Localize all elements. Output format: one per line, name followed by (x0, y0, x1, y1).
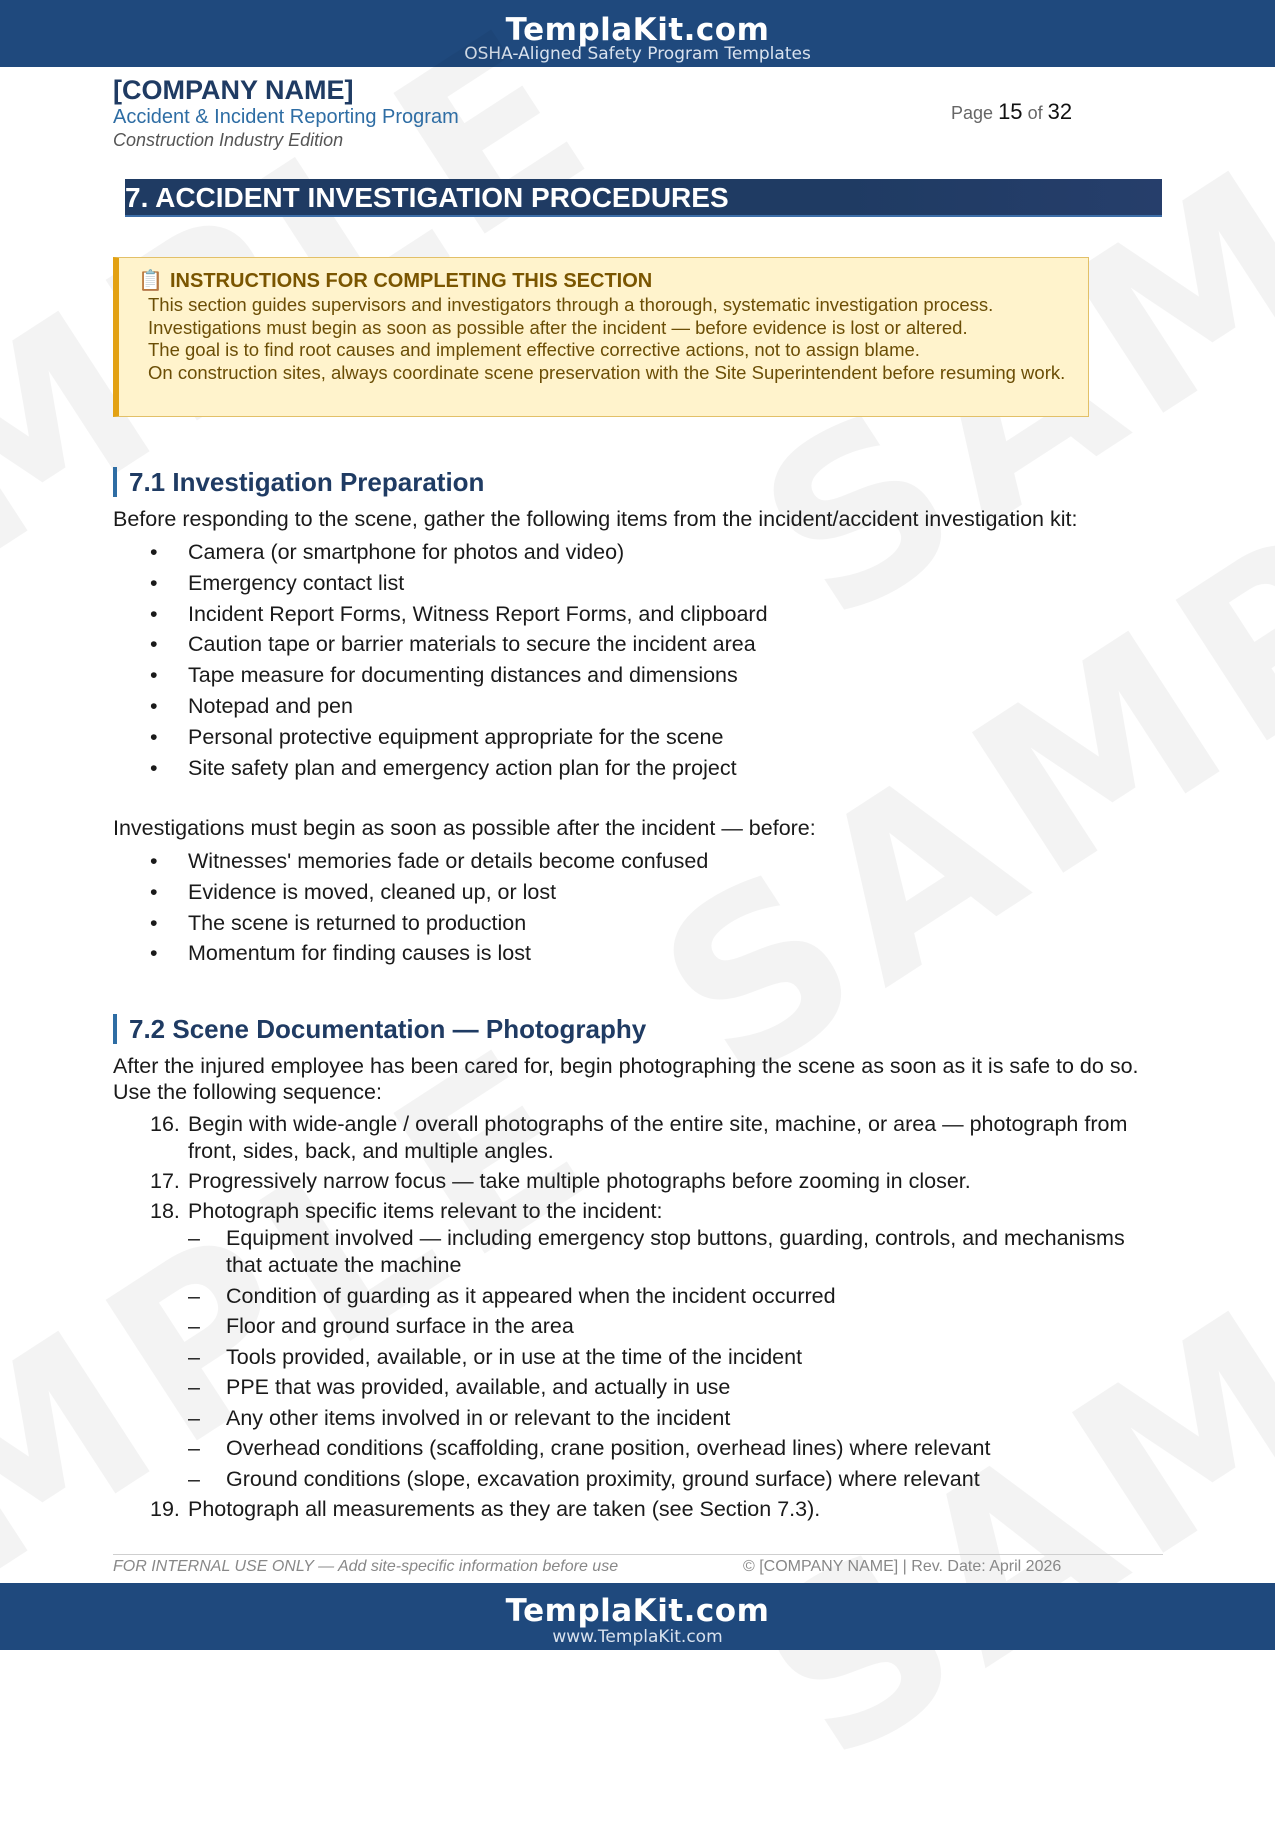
photography-intro: After the injured employee has been cared for, begin photographing the scene as soon as it is safe to do so. Use the following sequence: (113, 1054, 1139, 1104)
instructions-body (138, 294, 1078, 384)
list-item: • Site safety plan and emergency action plan for the project (150, 755, 737, 780)
instructions-box (113, 257, 1089, 417)
page-total: 32 (1047, 99, 1073, 124)
list-item: 19. Photograph all measurements as they are taken (see Section 7.3). (150, 1497, 821, 1521)
footer-copyright: © [COMPANY NAME] | Rev. Date: April 2026 (743, 1558, 1062, 1575)
timing-intro: Investigations must begin as soon as possible after the incident — before: (113, 816, 816, 840)
list-item: • Momentum for finding causes is lost (150, 941, 531, 966)
instructions-line: This section guides supervisors and investigators through a thorough, systematic investigation process. (148, 294, 994, 315)
footer-url: www.TemplaKit.com (552, 1627, 723, 1647)
list-item: – Overhead conditions (scaffolding, crane position, overhead lines) where relevant (188, 1436, 991, 1460)
subsection-heading-7-2: 7.2 Scene Documentation — Photography (113, 1014, 646, 1044)
kit-list (113, 537, 1163, 783)
photography-steps (113, 1111, 1143, 1526)
list-item: 17. Progressively narrow focus — take multiple photographs before zooming in closer. (150, 1169, 971, 1193)
top-brand-bar (0, 0, 1275, 67)
section-title: 7. ACCIDENT INVESTIGATION PROCEDURES (125, 182, 729, 213)
list-item: • Evidence is moved, cleaned up, or lost (150, 879, 557, 904)
kit-intro: Before responding to the scene, gather the following items from the incident/accident investigation kit: (113, 507, 1078, 531)
list-item: – Ground conditions (slope, excavation proximity, ground surface) where relevant (188, 1466, 980, 1491)
clipboard-icon: 📋 (138, 270, 163, 292)
page-current: 15 (998, 99, 1023, 124)
page-of: of (1027, 103, 1043, 123)
list-item: • Personal protective equipment appropriate for the scene (150, 724, 724, 749)
page-number (951, 99, 1072, 126)
company-name: [COMPANY NAME] (113, 75, 354, 105)
list-item: • Notepad and pen (150, 693, 353, 718)
list-item: – Tools provided, available, or in use at the time of the incident (188, 1344, 803, 1369)
brand-tagline: OSHA-Aligned Safety Program Templates (464, 44, 811, 64)
instructions-heading: 📋 INSTRUCTIONS FOR COMPLETING THIS SECTION (138, 270, 653, 292)
brand-title: TemplaKit.com (505, 12, 770, 48)
footer-brand: TemplaKit.com (505, 1593, 770, 1629)
photo-items-list (188, 1225, 1143, 1493)
instructions-line: Investigations must begin as soon as possible after the incident — before evidence is lost or altered. (148, 316, 968, 338)
page-label: Page (951, 103, 994, 123)
instructions-line: On construction sites, always coordinate scene preservation with the Site Superintendent before resuming work. (148, 361, 1066, 383)
list-item: – Floor and ground surface in the area (188, 1314, 574, 1338)
list-item: • Emergency contact list (150, 570, 405, 595)
list-item: • Witnesses' memories fade or details become confused (150, 849, 709, 873)
edition-label: Construction Industry Edition (113, 130, 344, 150)
bottom-brand-bar (0, 1583, 1275, 1650)
list-item: – Condition of guarding as it appeared when the incident occurred (188, 1283, 836, 1308)
program-title: Accident & Incident Reporting Program (113, 106, 459, 128)
section-title-bar (113, 179, 1162, 217)
list-item: 18. Photograph specific items relevant to the incident: – Equipment involved — including emergency stop buttons, guarding, controls, and mechanisms that actuate the machine – Condition of guarding as it appeared when the incident occurred – Floor and ground surface in the area – Tools provided, available, or in use at the time of the incident – PPE that was provided, available, and actually in use – Any other items involved in or relevant to the incident – Overhead conditions (scaffolding, crane position, overhead lines) where relevant – Ground conditions (slope, excavation proximity, ground surface) where relevant (113, 1198, 1143, 1493)
list-item: • The scene is returned to production (150, 910, 527, 935)
list-item: 16. Begin with wide-angle / overall photographs of the entire site, machine, or area — photograph from front, sides, back, and multiple angles. (150, 1112, 1128, 1163)
footer-note: FOR INTERNAL USE ONLY — Add site-specific information before use (113, 1558, 619, 1575)
timing-list (113, 846, 1163, 969)
list-item: • Camera (or smartphone for photos and video) (150, 540, 625, 564)
list-item: – PPE that was provided, available, and actually in use (188, 1375, 731, 1399)
list-item: – Any other items involved in or relevant to the incident (188, 1405, 731, 1430)
list-item: • Caution tape or barrier materials to secure the incident area (150, 632, 756, 657)
list-item: – Equipment involved — including emergency stop buttons, guarding, controls, and mechanisms that actuate the machine (188, 1226, 1125, 1277)
list-item: • Incident Report Forms, Witness Report Forms, and clipboard (150, 601, 768, 626)
instructions-line: The goal is to find root causes and implement effective corrective actions, not to assign blame. (148, 339, 920, 361)
subsection-heading-7-1: 7.1 Investigation Preparation (113, 467, 484, 497)
list-item: • Tape measure for documenting distances and dimensions (150, 663, 738, 688)
footer-divider (113, 1554, 1163, 1555)
